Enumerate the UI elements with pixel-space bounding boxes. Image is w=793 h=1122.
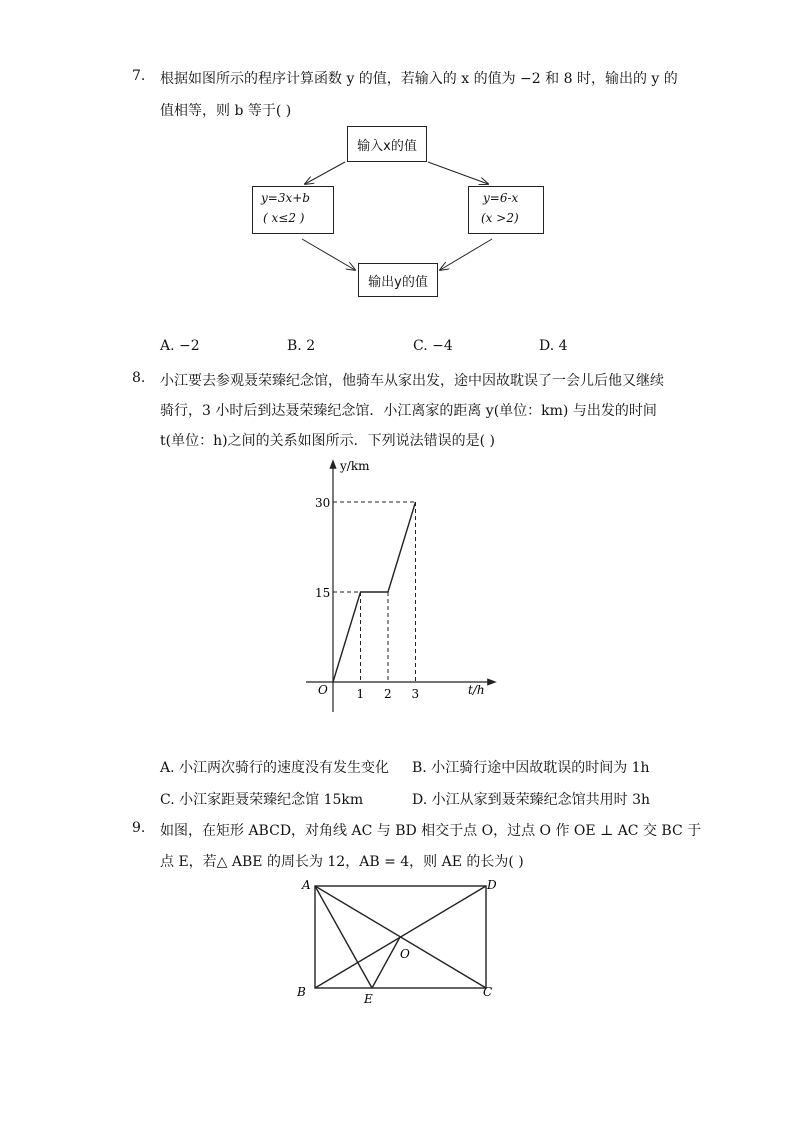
option-d: D. 小江从家到聂荣臻纪念馆共用时 3h xyxy=(412,792,650,808)
option-c: C. 小江家距聂荣臻纪念馆 15km xyxy=(160,792,364,808)
question-text-line1: 根据如图所示的程序计算函数 y 的值，若输入的 x 的值为 −2 和 8 时，输出的 y 的 xyxy=(160,71,678,87)
y-axis-label: y/km xyxy=(340,459,370,473)
flow-right-formula: y=6-x xyxy=(483,191,519,205)
option-d: D. 4 xyxy=(539,338,568,354)
x-tick-label: 2 xyxy=(384,687,392,701)
x-axis-label: t/h xyxy=(468,683,485,697)
question-number: 8. xyxy=(132,370,146,386)
flow-input-label: 输入x的值 xyxy=(357,138,417,154)
segment-ae xyxy=(315,886,372,988)
question-number: 9. xyxy=(132,820,146,836)
option-b: B. 2 xyxy=(287,338,316,354)
flow-left-condition: ( x≤2 ) xyxy=(263,211,305,225)
segment-oe xyxy=(372,937,400,988)
question-text-line2: 值相等，则 b 等于( ) xyxy=(160,103,292,119)
flow-left-formula: y=3x+b xyxy=(261,191,310,205)
origin-label: O xyxy=(318,683,328,697)
option-a: A. 小江两次骑行的速度没有发生变化 xyxy=(160,760,390,776)
flow-output-label: 输出y的值 xyxy=(368,274,428,290)
label-b: B xyxy=(297,985,306,999)
question-text-line1: 如图，在矩形 ABCD，对角线 AC 与 BD 相交于点 O，过点 O 作 OE ⊥ AC 交 BC 于 xyxy=(160,823,702,839)
label-e: E xyxy=(364,992,373,1006)
flow-right-condition: (x >2) xyxy=(481,211,519,225)
option-a: A. −2 xyxy=(160,338,200,354)
x-tick-label: 1 xyxy=(356,687,365,701)
label-c: C xyxy=(483,985,493,999)
question-text-line3: t(单位：h)之间的关系如图所示．下列说法错误的是( ) xyxy=(160,433,495,449)
label-d: D xyxy=(487,878,497,892)
question-number: 7. xyxy=(132,68,146,84)
x-tick-label: 3 xyxy=(411,687,420,701)
question-text-line2: 骑行，3 小时后到达聂荣臻纪念馆．小江离家的距离 y(单位：km) 与出发的时间 xyxy=(160,403,657,419)
label-a: A xyxy=(302,878,311,892)
question-text-line1: 小江要去参观聂荣臻纪念馆，他骑车从家出发，途中因故耽误了一会儿后他又继续 xyxy=(160,373,664,389)
question-text-line2: 点 E，若△ ABE 的周长为 12，AB = 4，则 AE 的长为( ) xyxy=(160,854,524,870)
y-tick-label: 30 xyxy=(315,496,331,510)
option-b: B. 小江骑行途中因故耽误的时间为 1h xyxy=(412,760,650,776)
option-c: C. −4 xyxy=(413,338,453,354)
label-o: O xyxy=(400,947,410,961)
y-tick-label: 15 xyxy=(315,586,331,600)
